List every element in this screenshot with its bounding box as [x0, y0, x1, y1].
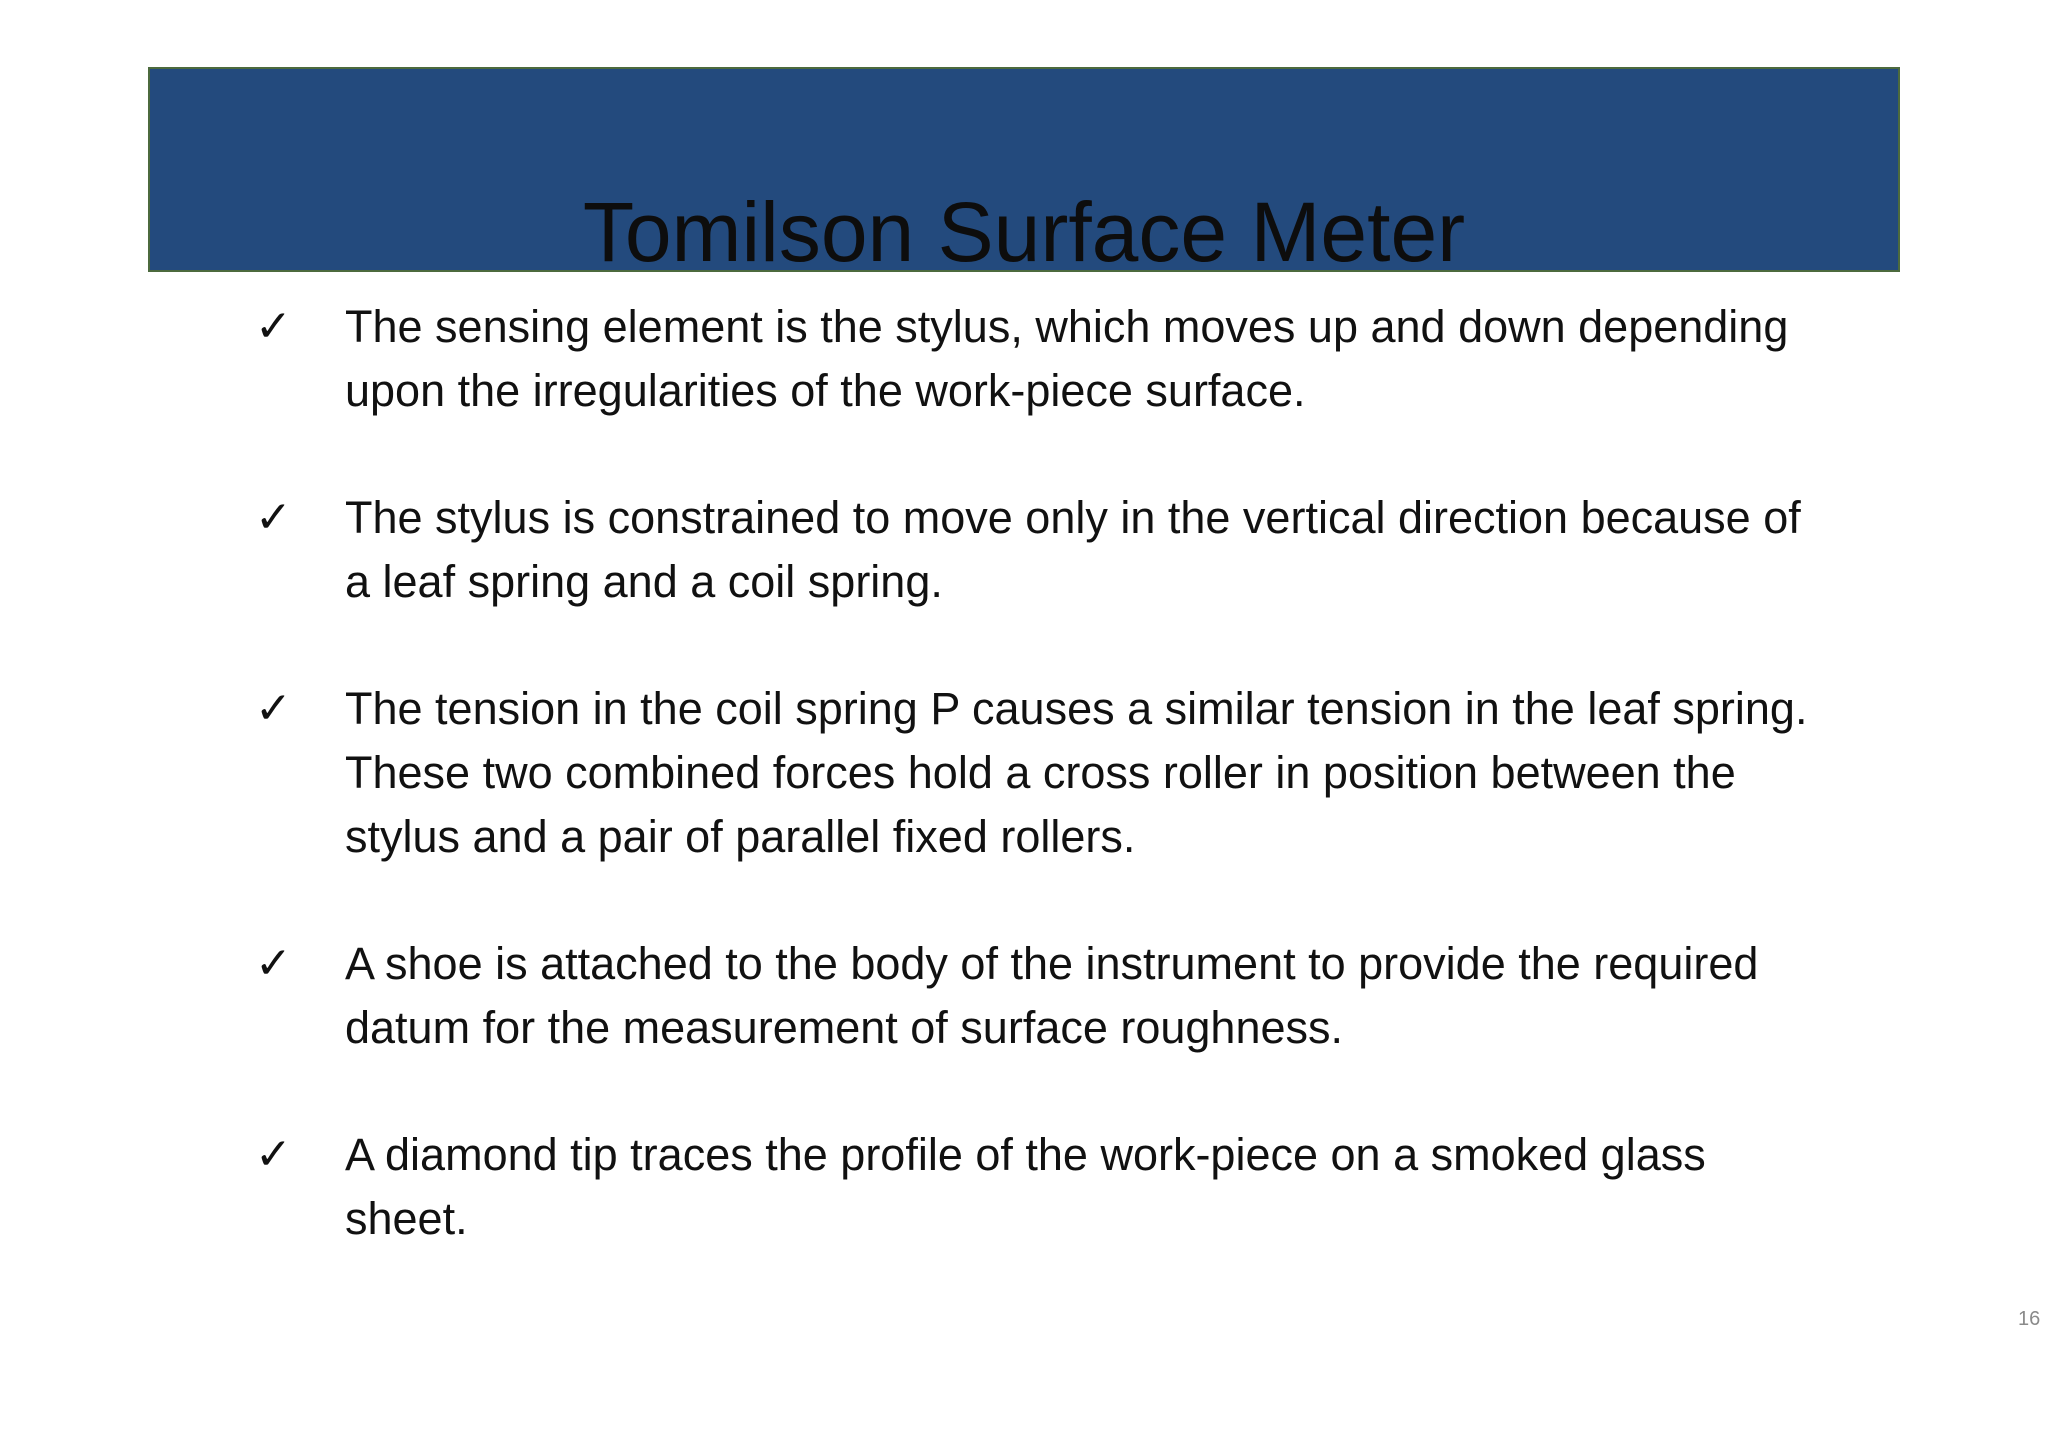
bullet-text: The stylus is constrained to move only in the vertical direction because of a leaf spring and a coil spring.	[345, 492, 1801, 607]
bullet-text: A shoe is attached to the body of the instrument to provide the required datum for the measurement of surface roughness.	[345, 938, 1759, 1053]
slide-title: Tomilson Surface Meter	[582, 185, 1466, 272]
bullet-item	[255, 486, 1815, 614]
bullet-list	[255, 295, 1815, 1314]
check-mark-icon: ✓	[255, 683, 292, 734]
bullet-text: The sensing element is the stylus, which moves up and down depending upon the irregularities of the work-piece surface.	[345, 301, 1789, 416]
check-mark-icon: ✓	[255, 492, 292, 543]
check-mark-icon: ✓	[255, 1129, 292, 1180]
bullet-text: The tension in the coil spring P causes a similar tension in the leaf spring. These two combined forces hold a cross roller in position between the stylus and a pair of parallel fixed rollers.	[345, 683, 1808, 862]
bullet-item	[255, 677, 1815, 869]
bullet-item	[255, 1123, 1815, 1251]
bullet-text: A diamond tip traces the profile of the work-piece on a smoked glass sheet.	[345, 1129, 1706, 1244]
check-mark-icon: ✓	[255, 301, 292, 352]
bullet-item	[255, 932, 1815, 1060]
page-number: 16	[2018, 1308, 2041, 1330]
title-banner	[148, 67, 1900, 272]
bullet-item	[255, 295, 1815, 423]
check-mark-icon: ✓	[255, 938, 292, 989]
